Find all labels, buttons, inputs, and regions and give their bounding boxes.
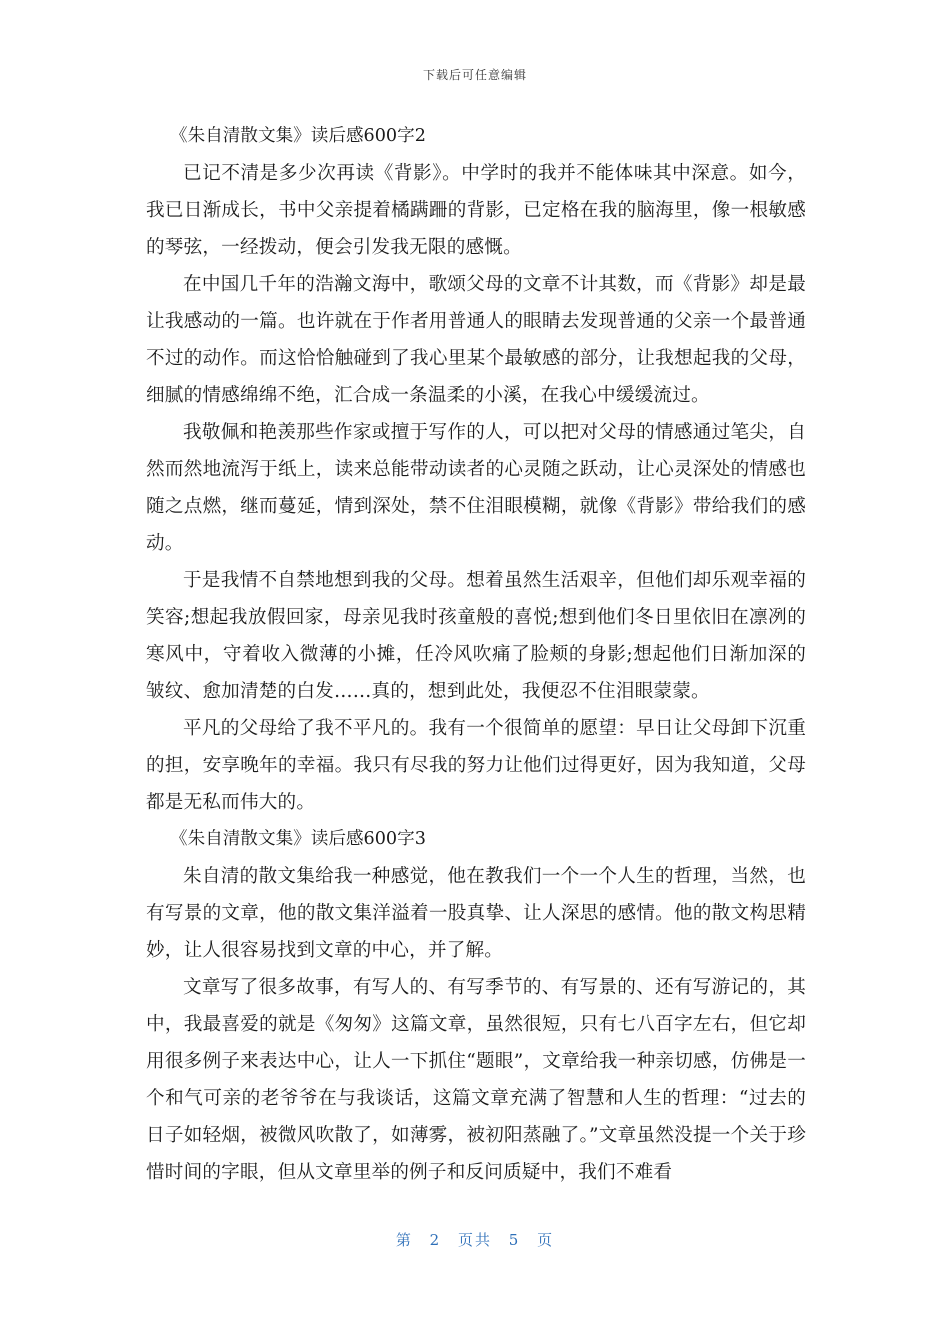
page-footer <box>0 1229 950 1250</box>
document-body <box>146 118 806 1191</box>
total-pages-number: 5 <box>508 1231 521 1249</box>
paragraph: 朱自清的散文集给我一种感觉，他在教我们一个一个人生的哲理，当然，也有写景的文章，他的散文集洋溢着一股真挚、让人深思的感情。他的散文构思精妙，让人很容易找到文章的中心，并了解。 <box>146 866 806 961</box>
paragraph: 在中国几千年的浩瀚文海中，歌颂父母的文章不计其数，而《背影》却是最让我感动的一篇。也许就在于作者用普通人的眼睛去发现普通的父亲一个最普通不过的动作。而这恰恰触碰到了我心里某个最敏感的部分，让我想起我的父母，细腻的情感绵绵不绝，汇合成一条温柔的小溪，在我心中缓缓流过。 <box>146 274 806 406</box>
page-of-word: 页共 <box>457 1231 492 1249</box>
paragraph: 我敬佩和艳羡那些作家或擅于写作的人，可以把对父母的情感通过笔尖，自然而然地流泻于纸上，读来总能带动读者的心灵随之跃动，让心灵深处的情感也随之点燃，继而蔓延，情到深处，禁不住泪眼模糊，就像《背影》带给我们的感动。 <box>146 422 806 554</box>
section-title: 《朱自清散文集》读后感600字2 <box>170 126 426 146</box>
paragraph: 已记不清是多少次再读《背影》。中学时的我并不能体味其中深意。如今，我已日渐成长，书中父亲提着橘蹒跚的背影，已定格在我的脑海里，像一根敏感的琴弦，一经拨动，便会引发我无限的感慨。 <box>146 163 806 258</box>
page-word-end: 页 <box>537 1231 555 1249</box>
paragraph: 平凡的父母给了我不平凡的。我有一个很简单的愿望：早日让父母卸下沉重的担，安享晚年的幸福。我只有尽我的努力让他们过得更好，因为我知道，父母都是无私而伟大的。 <box>146 718 806 813</box>
current-page-number: 2 <box>429 1231 442 1249</box>
page-word: 第 <box>395 1231 413 1249</box>
section-title: 《朱自清散文集》读后感600字3 <box>170 829 426 849</box>
page-header: 下载后可任意编辑 <box>422 68 527 82</box>
paragraph: 文章写了很多故事，有写人的、有写季节的、有写景的、还有写游记的，其中，我最喜爱的就是《匆匆》这篇文章，虽然很短，只有七八百字左右，但它却用很多例子来表达中心，让人一下抓住“题眼”，文章给我一种亲切感，仿佛是一个和气可亲的老爷爷在与我谈话，这篇文章充满了智慧和人生的哲理：“过去的日子如轻烟，被微风吹散了，如薄雾，被初阳蒸融了。”文章虽然没提一个关于珍惜时间的字眼，但从文章里举的例子和反问质疑中，我们不难看 <box>146 977 806 1183</box>
paragraph: 于是我情不自禁地想到我的父母。想着虽然生活艰辛，但他们却乐观幸福的笑容;想起我放假回家，母亲见我时孩童般的喜悦;想到他们冬日里依旧在凛冽的寒风中，守着收入微薄的小摊，任冷风吹痛了脸颊的身影;想起他们日渐加深的皱纹、愈加清楚的白发……真的，想到此处，我便忍不住泪眼蒙蒙。 <box>146 570 806 702</box>
